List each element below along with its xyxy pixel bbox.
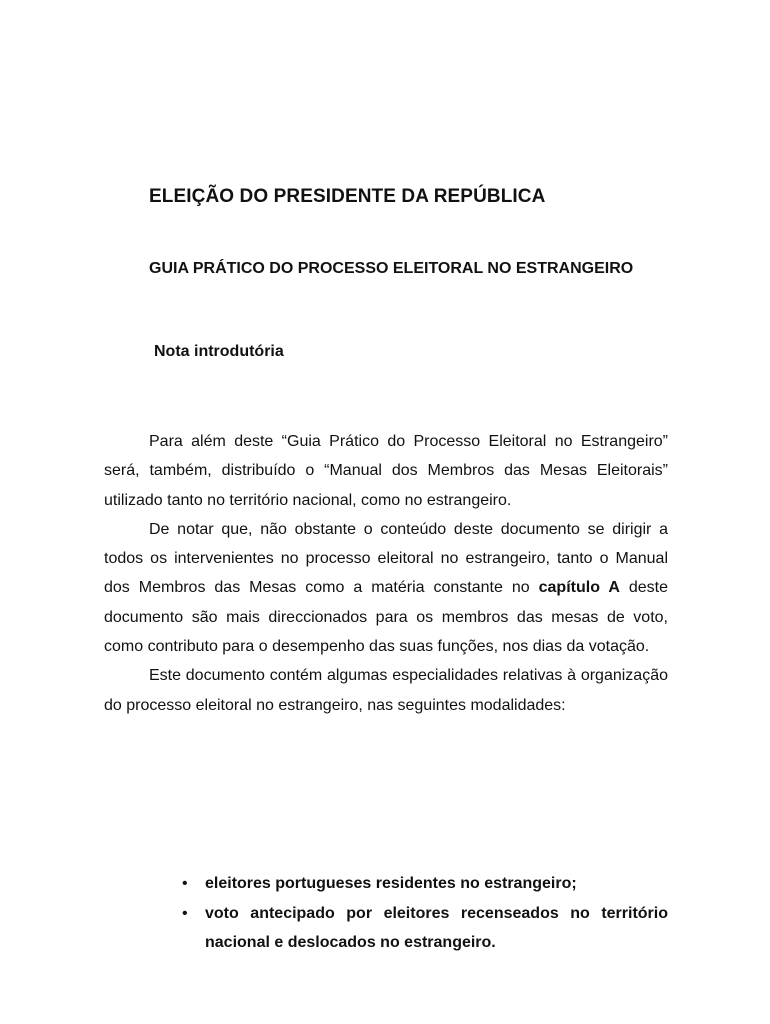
- body-text: [104, 427, 668, 720]
- paragraph-2-text-end: deste documento são mais direccionados para os membros das mesas de voto, como contributo para o desempenho das suas funções, nos dias da votação.: [104, 579, 668, 656]
- list-item-text: eleitores portugueses residentes no estrangeiro;: [205, 875, 577, 892]
- chapter-reference: capítulo A: [538, 579, 620, 597]
- list-item: [180, 869, 668, 899]
- document-subtitle: GUIA PRÁTICO DO PROCESSO ELEITORAL NO ESTRANGEIRO: [149, 260, 634, 277]
- section-heading: Nota introdutória: [154, 343, 284, 360]
- list-item: [180, 899, 668, 958]
- paragraph-1: Para além deste “Guia Prático do Processo Eleitoral no Estrangeiro” será, também, distribuído o “Manual dos Membros das Mesas Eleitorais” utilizado tanto no território nacional, como no estrangeiro.: [104, 433, 668, 509]
- modalities-list: [180, 869, 668, 958]
- paragraph-2-text-start: De notar que, não obstante o conteúdo deste documento se dirigir a todos os intervenientes no processo eleitoral no estrangeiro, tanto o Manual dos Membros das Mesas como a matéria constante no: [104, 520, 668, 597]
- paragraph-2: [104, 515, 668, 661]
- bullet-icon: •: [182, 875, 188, 892]
- document-title: ELEIÇÃO DO PRESIDENTE DA REPÚBLICA: [149, 186, 546, 207]
- list-item-text: voto antecipado por eleitores recenseados no território nacional e deslocados no estrangeiro.: [205, 904, 668, 951]
- paragraph-3: Este documento contém algumas especialidades relativas à organização do processo eleitoral no estrangeiro, nas seguintes modalidades:: [104, 667, 668, 714]
- bullet-icon: •: [182, 904, 188, 922]
